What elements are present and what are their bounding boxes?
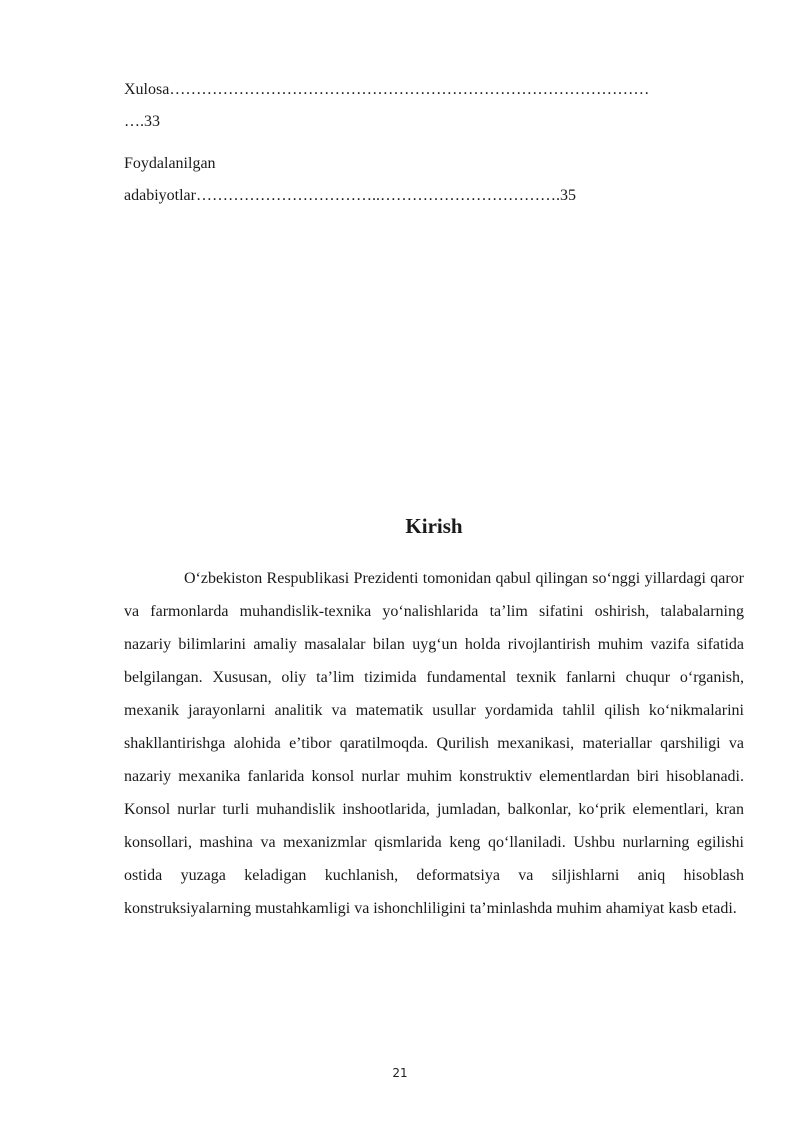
table-of-contents bbox=[124, 74, 744, 212]
toc-entry-references-line1: Foydalanilgan bbox=[124, 155, 216, 172]
toc-entry-references-page: adabiyotlar……………………………..…………………………….35 bbox=[124, 187, 576, 204]
body-paragraph: O‘zbekiston Respublikasi Prezidenti tomonidan qabul qilingan so‘nggi yillardagi qaror va farmonlarda muhandislik-texnika yo‘nalishlarida ta’lim sifatini oshirish, talabalarning nazariy bilimlarini amaliy masalalar bilan uyg‘un holda rivojlantirish muhim vazifa sifatida belgilangan. Xususan, oliy ta’lim tizimida fundamental texnik fanlarni chuqur o‘rganish, mexanik jarayonlarni analitik va matematik usullar yordamida tahlil qilish ko‘nikmalarini shakllantirishga alohida e’tibor qaratilmoqda. Qurilish mexanikasi, materiallar qarshiligi va nazariy mexanika fanlarida konsol nurlar muhim konstruktiv elementlardan biri hisoblanadi. Konsol nurlar turli muhandislik inshootlarida, jumladan, balkonlar, ko‘prik elementlari, kran konsollari, mashina va mexanizmlar qismlarida keng qo‘llaniladi. Ushbu nurlarning egilishi ostida yuzaga keladigan kuchlanish, deformatsiya va siljishlarni aniq hisoblash konstruksiyalarning mustahkamligi va ishonchliligini ta’minlashda muhim ahamiyat kasb etadi. bbox=[124, 570, 744, 917]
toc-entry-xulosa-page: ….33 bbox=[124, 113, 160, 130]
section-title: Kirish bbox=[405, 514, 463, 538]
introduction-section bbox=[124, 510, 744, 925]
toc-entry-xulosa-line1: Xulosa……………………………………………………………………………… bbox=[124, 81, 650, 98]
toc-entry-references bbox=[124, 148, 744, 212]
toc-entry-xulosa bbox=[124, 74, 744, 138]
page-number: 21 bbox=[392, 1066, 408, 1080]
